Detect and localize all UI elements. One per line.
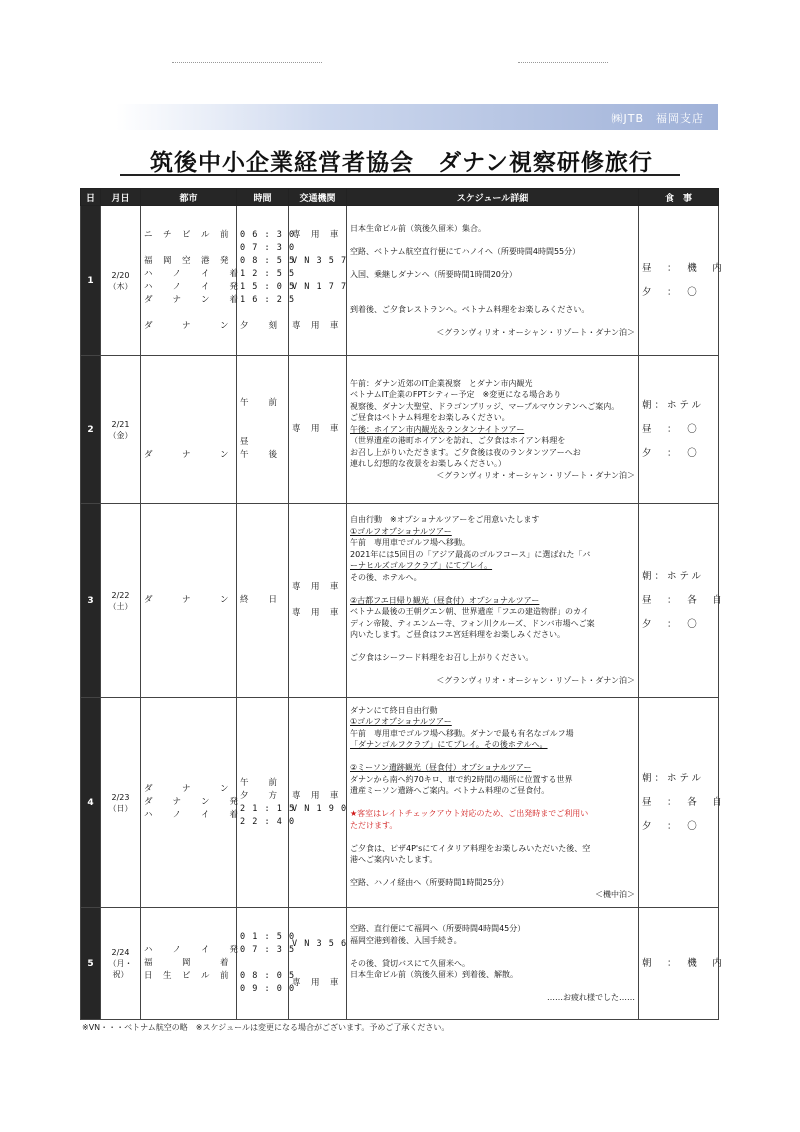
transport-line: 専 用 車 (292, 320, 340, 331)
schedule-line: ベトナム最後の王朝グエン朝、世界遺産「フエの建造物群」のカイ (350, 607, 589, 617)
schedule-line: 内いたします。ご昼食はフエ宮廷料理をお楽しみください。 (350, 630, 565, 640)
schedule-line: 空路、直行便にて福岡へ（所要時間4時間45分） (350, 924, 526, 934)
schedule-line: ＜グランヴィリオ・オーシャン・リゾート・ダナン泊＞ (436, 676, 635, 686)
transport-line (292, 951, 343, 964)
schedule-line (350, 235, 635, 247)
schedule-line: 午前 専用車でゴルフ場へ移動。 (350, 538, 470, 548)
time-line: 1 6 : 2 5 (240, 294, 296, 305)
table-row (81, 908, 719, 1020)
schedule-line (350, 641, 635, 653)
time-line (240, 307, 285, 320)
time-line: 夕 刻 (240, 320, 279, 331)
schedule-line: ……お疲れ様でした…… (547, 993, 635, 1003)
meal-line: 昼 ： 各 自 (642, 594, 725, 606)
city-line (144, 397, 233, 410)
schedule-line: 午前 専用車でゴルフ場へ移動。ダナンで最も有名なゴルフ場 (350, 728, 574, 738)
date-cell (101, 504, 141, 698)
time-line (240, 957, 285, 970)
time-line: 1 2 : 5 5 (240, 268, 296, 279)
schedule-line: ご昼食はベトナム料理をお楽しみください。 (350, 413, 510, 423)
schedule-line: 自由行動 ※オプショナルツアーをご用意いたします (350, 515, 540, 525)
time-cell (237, 356, 289, 504)
header-time: 時間 (237, 189, 289, 206)
transport-line: V N 1 9 0 (292, 803, 348, 814)
time-cell (237, 908, 296, 1020)
transport-line: 専 用 車 (292, 977, 340, 988)
meal-line: 朝：ホテル (642, 772, 705, 784)
schedule-line: その後、貸切バスにて久留米へ。 (350, 958, 470, 968)
city-cell (141, 698, 240, 908)
city-line (144, 410, 233, 423)
time-line: 午 前 (240, 398, 279, 408)
meal-line: 朝：ホテル (642, 570, 705, 582)
schedule-line (350, 831, 635, 843)
company-name: ㈱JTB 福岡支店 (611, 112, 704, 125)
schedule-line: （世界遺産の港町ホイアンを訪れ、ご夕食はホイアン料理を (350, 436, 566, 446)
schedule-line: お召し上がりいただきます。ご夕食後は夜のランタンツアーへお (350, 447, 581, 457)
day-number-cell: 5 (81, 908, 101, 1020)
day-number-cell: 3 (81, 504, 101, 698)
schedule-line: ①ゴルフオプショナルツアー (350, 717, 452, 727)
schedule-line: 視察後、ダナン大聖堂、ドラゴンブリッジ、マーブルマウンテンへご案内。 (350, 401, 620, 411)
header-date: 月日 (101, 189, 141, 206)
schedule-line: ②ミーソン遺跡観光（昼食付）オプショナルツアー (350, 763, 532, 773)
transport-line: 専 用 車 (292, 608, 340, 618)
transport-line: V N 3 5 6 (292, 938, 348, 949)
schedule-line: ②古都フエ日帰り観光（昼食付）オプショナルツアー (350, 595, 540, 605)
scan-dotted-line-left (172, 62, 322, 63)
meal-cell (639, 698, 725, 908)
header-schedule: スケジュール詳細 (347, 189, 639, 206)
schedule-line: ＜機中泊＞ (595, 889, 635, 899)
transport-cell (289, 698, 347, 908)
schedule-line: ご夕食は、ピザ4P'sにてイタリア料理をお楽しみいただいた後、空 (350, 843, 591, 853)
transport-line: 専 用 車 (292, 229, 340, 240)
meal-line: 朝 ： 機 内 (642, 957, 725, 969)
time-line: 昼 (240, 437, 250, 447)
date-cell (101, 206, 141, 356)
date-text: 2/21 （金） (108, 419, 133, 440)
city-line: ハ ノ イ 発 (144, 945, 240, 955)
footnote: ※VN・・・ベトナム航空の略 ※スケジュールは変更になる場合がございます。予めご了承ください。 (82, 1023, 450, 1032)
transport-line (292, 242, 343, 255)
meal-line: 夕 ： 〇 (642, 286, 700, 298)
schedule-cell (347, 504, 639, 698)
date-cell (101, 356, 141, 504)
schedule-line: 「ダナンゴルフクラブ」にてプレイ。その後ホテルへ。 (350, 740, 548, 750)
city-line: 福 岡 着 (144, 958, 230, 968)
schedule-line: 連れし幻想的な夜景をお楽しみください。） (350, 459, 506, 469)
city-line: 日 生 ビ ル 前 (144, 971, 230, 981)
header-day: 日 (81, 189, 101, 206)
meal-line: 夕 ： 〇 (642, 447, 700, 459)
city-line (144, 307, 233, 320)
itinerary-table (80, 188, 725, 1020)
city-line (144, 423, 233, 436)
city-line: ハ ノ イ 着 (144, 810, 240, 820)
meal-line: 昼 ： 〇 (642, 423, 700, 435)
date-text: 2/24 （月・祝） (108, 948, 133, 979)
title-underline (120, 174, 680, 176)
city-line: ダ ナ ン (144, 595, 230, 605)
table-row (81, 504, 719, 698)
header-transport: 交通機関 (289, 189, 347, 206)
time-line: 2 2 : 4 0 (240, 816, 296, 827)
schedule-line: 午後：ホイアン市内観光＆ランタンナイトツアー (350, 424, 525, 434)
transport-line (292, 307, 343, 320)
day-number-cell: 2 (81, 356, 101, 504)
city-cell (141, 356, 237, 504)
transport-line: 専 用 車 (292, 424, 340, 434)
schedule-line: 遺産ミーソン遺跡へご案内。ベトナム料理のご昼食付。 (350, 786, 550, 796)
date-text: 2/20 （木） (108, 270, 133, 291)
city-line: ダ ナ ン (144, 450, 230, 460)
schedule-line: 日本生命ビル前（筑後久留米）集合。 (350, 224, 486, 233)
schedule-line (350, 281, 635, 293)
schedule-cell (347, 908, 639, 1020)
schedule-line: 空路、ハノイ経由へ（所要時間1時間25分） (350, 878, 509, 888)
schedule-cell (347, 356, 639, 504)
schedule-line: ベトナムIT企業のFPTシティー予定 ※変更になる場合あり (350, 390, 562, 400)
city-line: ハ ノ イ 着 (144, 268, 240, 279)
schedule-line: ①ゴルフオプショナルツアー (350, 526, 452, 536)
header-meals: 食 事 (639, 189, 719, 206)
date-cell (101, 908, 141, 1020)
schedule-line: ＜グランヴィリオ・オーシャン・リゾート・ダナン泊＞ (436, 470, 635, 480)
schedule-line: 港へご案内いたします。 (350, 855, 438, 865)
meal-line: 昼 ： 機 内 (642, 262, 725, 274)
time-line: 終 日 (240, 595, 279, 605)
transport-line: V N 1 7 7 (292, 281, 348, 292)
time-line: 0 7 : 3 5 (240, 945, 296, 955)
time-line: 夕 方 (240, 790, 279, 801)
time-line: 0 8 : 0 5 (240, 971, 296, 981)
schedule-line: 空路、ベトナム航空直行便にてハノイへ（所要時間4時間55分） (350, 247, 581, 256)
time-line: 午 後 (240, 450, 279, 460)
transport-line (292, 594, 343, 607)
meal-cell (639, 908, 725, 1020)
time-line (240, 423, 285, 436)
city-line: ハ ノ イ 発 (144, 281, 240, 292)
schedule-line: 2021年には5回目の「アジア最高のゴルフコース」に選ばれた「バ (350, 549, 591, 559)
date-cell (101, 698, 141, 908)
meal-cell (639, 504, 725, 698)
schedule-line (350, 946, 635, 958)
time-line: 午 前 (240, 777, 279, 788)
transport-cell (289, 206, 347, 356)
schedule-line: ディン帝陵、ティエンムー寺、フォン川クルーズ、ドンバ市場へご案 (350, 618, 595, 628)
date-text: 2/23 （日） (108, 792, 133, 813)
time-cell (237, 504, 289, 698)
time-line: 0 9 : 0 0 (240, 984, 296, 994)
schedule-line: ダナンから南へ約70キロ、車で約2時間の場所に位置する世界 (350, 774, 573, 784)
city-line: ニ チ ビ ル 前 (144, 229, 230, 240)
transport-cell (289, 908, 347, 1020)
transport-line: V N 3 5 7 (292, 255, 348, 266)
date-text: 2/22 （土） (108, 590, 133, 611)
meal-cell (639, 356, 719, 504)
city-line: ダ ナ ン 発 (144, 797, 240, 807)
schedule-cell (347, 206, 639, 356)
city-line (144, 436, 233, 449)
table-header-row (81, 189, 719, 206)
transport-line (292, 268, 343, 281)
meal-line: 夕 ： 〇 (642, 618, 700, 630)
city-cell (141, 504, 237, 698)
time-line: 2 1 : 1 5 (240, 803, 296, 814)
schedule-line (350, 797, 635, 809)
schedule-line (350, 583, 635, 595)
schedule-line (350, 751, 635, 763)
schedule-line: ただけます。 (350, 820, 398, 830)
schedule-line: 入国、乗継しダナンへ（所要時間1時間20分） (350, 270, 517, 279)
city-cell (141, 206, 240, 356)
schedule-line (350, 664, 635, 676)
schedule-line (350, 981, 635, 993)
time-cell (237, 206, 296, 356)
schedule-line (350, 292, 635, 304)
time-line: 0 1 : 5 0 (240, 932, 296, 942)
schedule-line: ご夕食はシーフード料理をお召し上がりください。 (350, 653, 534, 663)
schedule-line: 日本生命ビル前（筑後久留米）到着後、解散。 (350, 970, 518, 980)
schedule-line (350, 315, 635, 327)
schedule-line (350, 866, 635, 878)
company-banner (116, 104, 718, 130)
city-line (144, 242, 233, 255)
city-cell (141, 908, 240, 1020)
time-cell (237, 698, 296, 908)
document-title: 筑後中小企業経営者協会 ダナン視察研修旅行 (150, 150, 653, 176)
time-line: 0 6 : 3 0 (240, 229, 296, 240)
time-line: 0 8 : 5 5 (240, 255, 296, 266)
transport-line: 専 用 車 (292, 790, 340, 801)
schedule-line (350, 258, 635, 270)
time-line (240, 410, 285, 423)
meal-line: 朝：ホテル (642, 399, 705, 411)
city-line: 福 岡 空 港 発 (144, 255, 230, 266)
city-line: ダ ナ ン 着 (144, 294, 240, 305)
schedule-line: ＜グランヴィリオ・オーシャン・リゾート・ダナン泊＞ (436, 327, 635, 337)
schedule-line: その後、ホテルへ。 (350, 572, 422, 582)
time-line: 0 7 : 3 0 (240, 242, 296, 253)
transport-line (292, 964, 343, 977)
schedule-line: ダナンにて終日自由行動 (350, 705, 438, 715)
table-row (81, 206, 719, 356)
meal-cell (639, 206, 725, 356)
table-row (81, 698, 719, 908)
schedule-line: 到着後、ご夕食レストランへ。ベトナム料理をお楽しみください。 (350, 304, 590, 314)
meal-line: 夕 ： 〇 (642, 820, 700, 832)
schedule-line: 午前：ダナン近郊のIT企業視察 とダナン市内観光 (350, 378, 533, 388)
time-line: 1 5 : 0 5 (240, 281, 296, 292)
header-city: 都市 (141, 189, 237, 206)
table-row (81, 356, 719, 504)
transport-line: 専 用 車 (292, 582, 340, 592)
schedule-line: ★客室はレイトチェックアウト対応のため、ご出発時までご利用い (350, 809, 589, 819)
day-number-cell: 1 (81, 206, 101, 356)
city-line: ダ ナ ン (144, 320, 230, 331)
day-number-cell: 4 (81, 698, 101, 908)
transport-cell (289, 504, 347, 698)
city-line: ダ ナ ン (144, 784, 230, 794)
schedule-cell (347, 698, 639, 908)
transport-line (292, 294, 343, 307)
scan-dotted-line-right (518, 62, 608, 63)
meal-line: 昼 ： 各 自 (642, 796, 725, 808)
schedule-line: 福岡空港到着後、入国手続き。 (350, 935, 462, 945)
schedule-line: ーナヒルズゴルフクラブ」にてプレイ。 (350, 561, 493, 571)
transport-cell (289, 356, 347, 504)
